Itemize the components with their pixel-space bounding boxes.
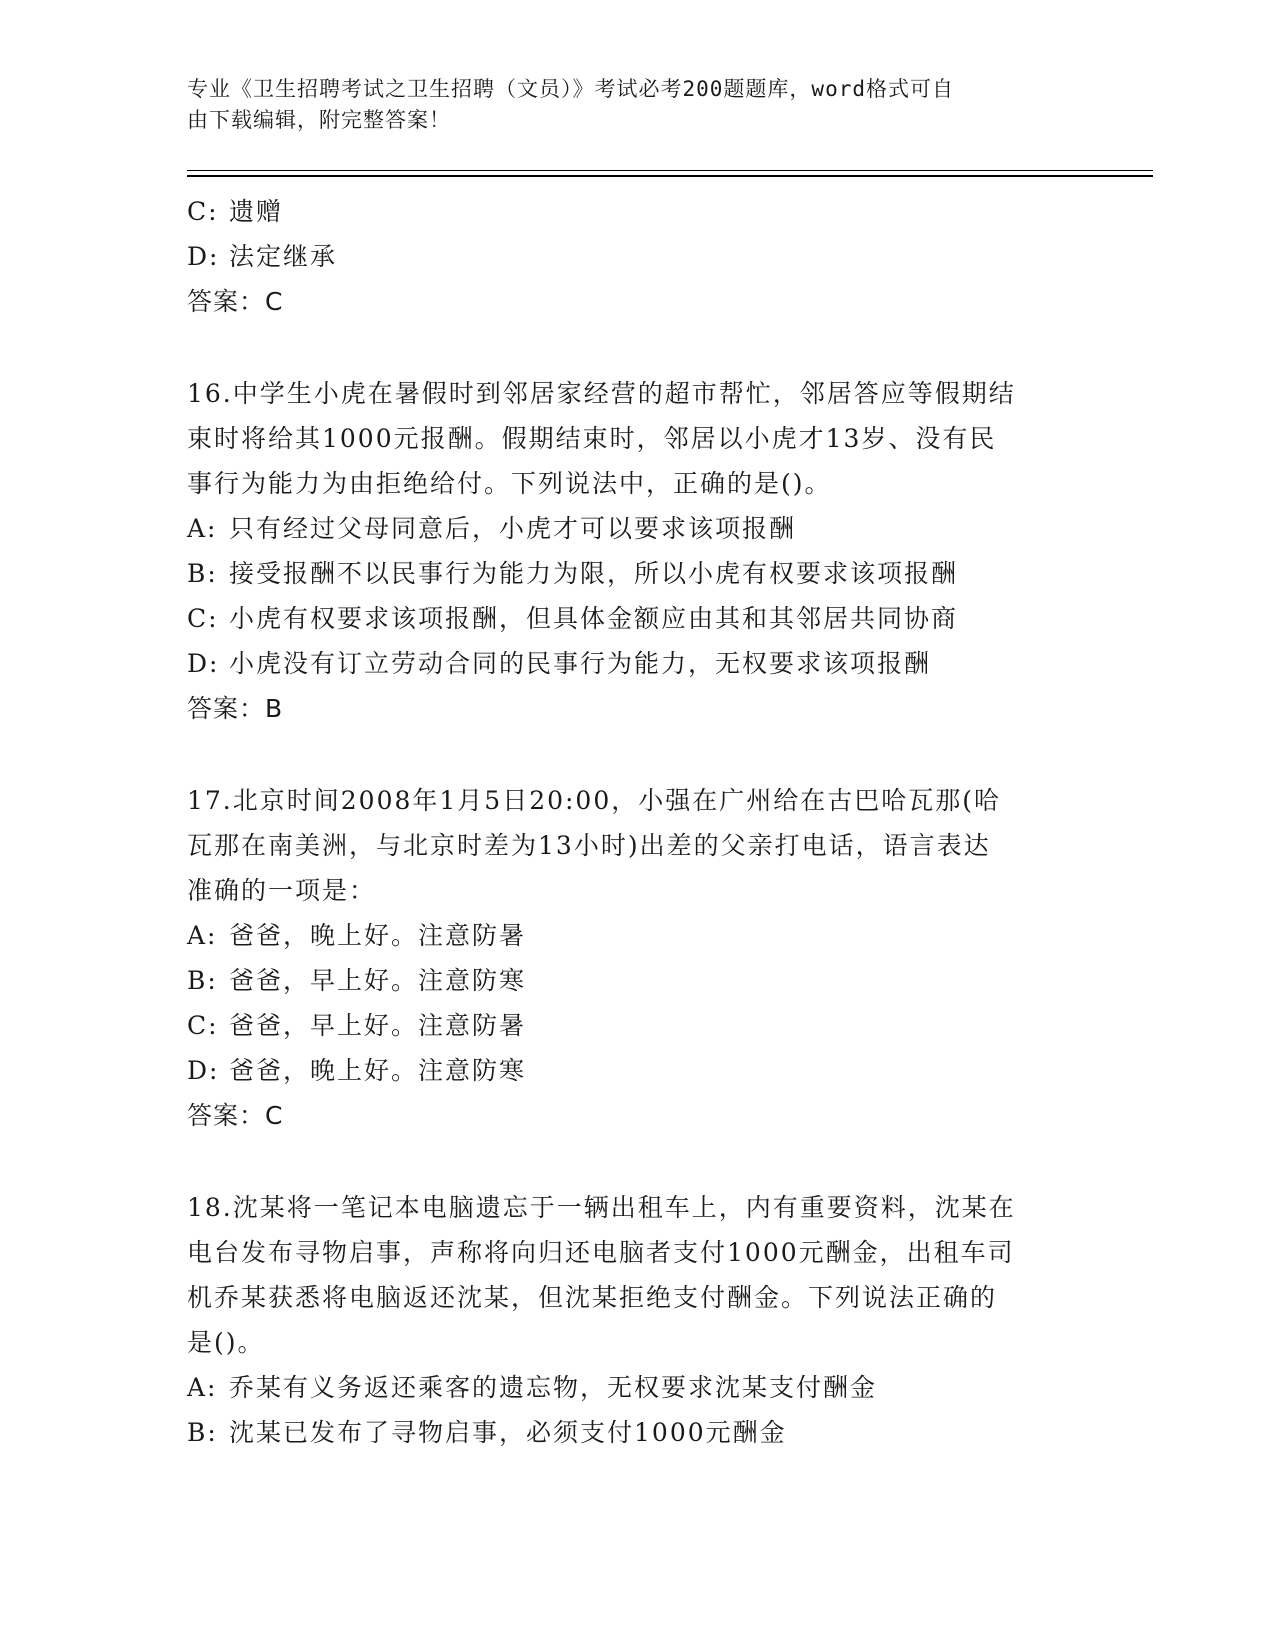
option-label: C:	[187, 197, 219, 226]
answer-line: 答案：B	[187, 694, 284, 723]
option-label: D:	[187, 649, 220, 678]
option-b	[187, 551, 1087, 596]
question-stem-line: 是()。	[187, 1328, 265, 1357]
option-a	[187, 1365, 1087, 1410]
header-divider-thin	[187, 170, 1153, 171]
option-text: 只有经过父母同意后，小虎才可以要求该项报酬	[229, 514, 797, 543]
option-label: C:	[187, 604, 219, 633]
answer-line: 答案：C	[187, 287, 284, 316]
answer-line: 答案：C	[187, 1101, 284, 1130]
option-d	[187, 234, 1087, 279]
question-stem-line: 束时将给其1000元报酬。假期结束时，邻居以小虎才13岁、没有民	[187, 424, 997, 453]
option-text: 爸爸，晚上好。注意防寒	[229, 1056, 527, 1085]
option-label: C:	[187, 1011, 219, 1040]
question-17	[187, 778, 1087, 1138]
option-label: A:	[187, 1373, 218, 1402]
option-label: A:	[187, 921, 218, 950]
option-a	[187, 506, 1087, 551]
option-text: 爸爸，早上好。注意防寒	[229, 966, 527, 995]
option-text: 小虎有权要求该项报酬，但具体金额应由其和其邻居共同协商	[229, 604, 959, 633]
question-stem-line: 17.北京时间2008年1月5日20:00，小强在广州给在古巴哈瓦那(哈	[187, 786, 1001, 815]
option-c	[187, 1003, 1087, 1048]
option-label: B:	[187, 966, 218, 995]
option-label: A:	[187, 514, 218, 543]
option-text: 小虎没有订立劳动合同的民事行为能力，无权要求该项报酬	[229, 649, 932, 678]
option-text: 遗赠	[229, 197, 284, 226]
option-a	[187, 913, 1087, 958]
option-c	[187, 189, 1087, 234]
option-label: D:	[187, 242, 220, 271]
question-stem-line: 机乔某获悉将电脑返还沈某，但沈某拒绝支付酬金。下列说法正确的	[187, 1283, 998, 1312]
question-15-tail	[187, 189, 1087, 324]
option-text: 乔某有义务返还乘客的遗忘物，无权要求沈某支付酬金	[229, 1373, 878, 1402]
option-text: 法定继承	[229, 242, 338, 271]
question-18	[187, 1185, 1087, 1455]
question-stem-line: 18.沈某将一笔记本电脑遗忘于一辆出租车上，内有重要资料，沈某在	[187, 1193, 1016, 1222]
option-b	[187, 1410, 1087, 1455]
option-b	[187, 958, 1087, 1003]
question-16	[187, 371, 1087, 731]
option-text: 接受报酬不以民事行为能力为限，所以小虎有权要求该项报酬	[229, 559, 959, 588]
question-stem-line: 准确的一项是：	[187, 876, 377, 905]
question-stem-line: 事行为能力为由拒绝给付。下列说法中，正确的是()。	[187, 469, 832, 498]
header-title-line-2: 由下载编辑，附完整答案！	[187, 108, 451, 132]
header-divider-thick	[187, 175, 1153, 177]
option-label: B:	[187, 559, 218, 588]
option-label: B:	[187, 1418, 218, 1447]
option-d	[187, 1048, 1087, 1093]
document-body	[187, 189, 1087, 1455]
option-text: 沈某已发布了寻物启事，必须支付1000元酬金	[229, 1418, 787, 1447]
question-stem-line: 瓦那在南美洲，与北京时差为13小时)出差的父亲打电话，语言表达	[187, 831, 991, 860]
option-label: D:	[187, 1056, 220, 1085]
option-text: 爸爸，早上好。注意防暑	[229, 1011, 527, 1040]
document-header	[187, 74, 1067, 136]
option-d	[187, 641, 1087, 686]
header-title-line-1: 专业《卫生招聘考试之卫生招聘（文员）》考试必考200题题库，word格式可自	[187, 77, 954, 101]
question-stem-line: 16.中学生小虎在暑假时到邻居家经营的超市帮忙，邻居答应等假期结	[187, 379, 1016, 408]
question-stem-line: 电台发布寻物启事，声称将向归还电脑者支付1000元酬金，出租车司	[187, 1238, 1015, 1267]
option-text: 爸爸，晚上好。注意防暑	[229, 921, 527, 950]
option-c	[187, 596, 1087, 641]
